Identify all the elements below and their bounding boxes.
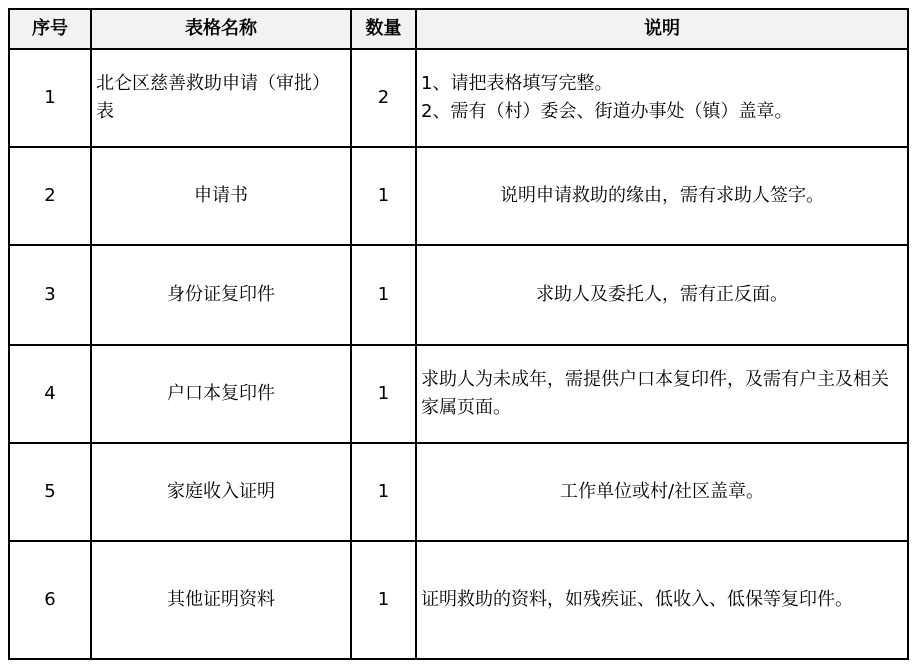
row-notes: 证明救助的资料，如残疾证、低收入、低保等复印件。 xyxy=(416,541,908,659)
header-quantity: 数量 xyxy=(351,9,416,49)
row-notes: 求助人为未成年，需提供户口本复印件，及需有户主及相关家属页面。 xyxy=(416,345,908,443)
row-quantity: 1 xyxy=(351,245,416,345)
table-row xyxy=(9,541,908,659)
materials-table xyxy=(8,8,909,660)
note-line: 2、需有（村）委会、街道办事处（镇）盖章。 xyxy=(421,101,793,122)
row-notes: 工作单位或村/社区盖章。 xyxy=(416,443,908,541)
header-index: 序号 xyxy=(9,9,91,49)
row-index: 6 xyxy=(9,541,91,659)
row-form-name: 家庭收入证明 xyxy=(91,443,351,541)
row-notes xyxy=(416,49,908,147)
table-row xyxy=(9,443,908,541)
row-quantity: 2 xyxy=(351,49,416,147)
row-index: 4 xyxy=(9,345,91,443)
row-quantity: 1 xyxy=(351,147,416,245)
row-quantity: 1 xyxy=(351,345,416,443)
row-form-name: 北仑区慈善救助申请（审批）表 xyxy=(91,49,351,147)
table-row xyxy=(9,49,908,147)
row-index: 2 xyxy=(9,147,91,245)
table-header-row xyxy=(9,9,908,49)
note-line: 1、请把表格填写完整。 xyxy=(421,73,613,94)
table-row xyxy=(9,345,908,443)
row-notes: 求助人及委托人，需有正反面。 xyxy=(416,245,908,345)
row-form-name: 申请书 xyxy=(91,147,351,245)
row-form-name: 其他证明资料 xyxy=(91,541,351,659)
row-form-name: 户口本复印件 xyxy=(91,345,351,443)
row-quantity: 1 xyxy=(351,443,416,541)
table-row xyxy=(9,245,908,345)
row-quantity: 1 xyxy=(351,541,416,659)
row-form-name: 身份证复印件 xyxy=(91,245,351,345)
header-form-name: 表格名称 xyxy=(91,9,351,49)
header-notes: 说明 xyxy=(416,9,908,49)
row-index: 5 xyxy=(9,443,91,541)
table-row xyxy=(9,147,908,245)
row-index: 3 xyxy=(9,245,91,345)
row-notes: 说明申请救助的缘由，需有求助人签字。 xyxy=(416,147,908,245)
row-index: 1 xyxy=(9,49,91,147)
